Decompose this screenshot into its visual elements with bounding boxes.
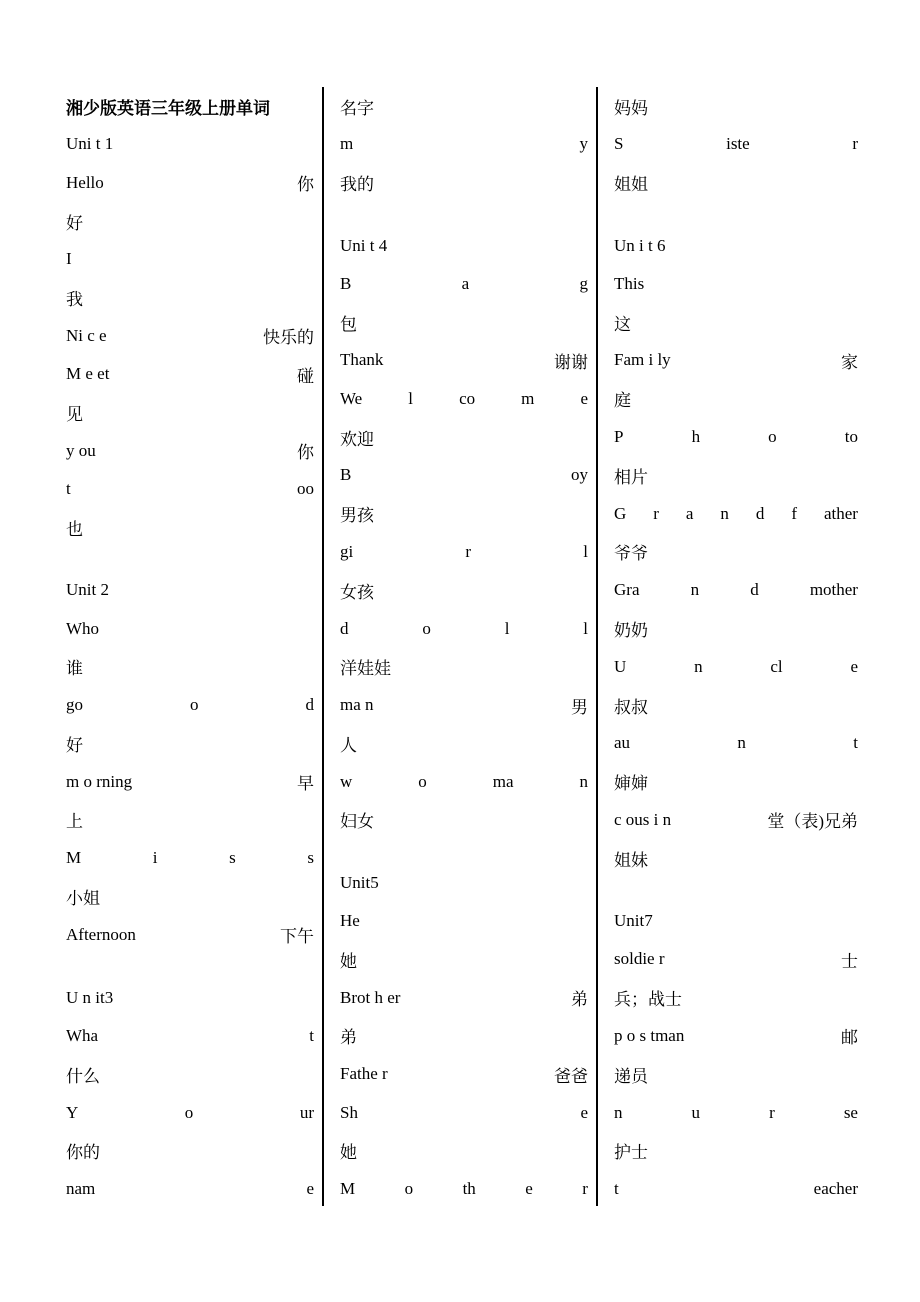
text-segment: 奶奶 — [614, 621, 648, 640]
text-segment: 小姐 — [66, 889, 100, 909]
text-segment: oo — [297, 479, 314, 499]
vocab-line — [614, 1093, 858, 1131]
text-segment: eacher — [813, 1179, 858, 1199]
text-segment: 姐姐 — [614, 175, 648, 195]
text-segment: 妇女 — [340, 812, 374, 832]
vocab-line — [614, 533, 858, 571]
text-segment: B — [340, 465, 352, 485]
text-segment: Unit 2 — [66, 580, 109, 600]
vocab-column-1 — [66, 87, 314, 1208]
text-segment: iste — [726, 134, 750, 154]
text-segment: B — [340, 273, 352, 293]
text-segment: a — [685, 503, 694, 523]
vocab-line — [340, 648, 588, 686]
text-segment: ma n — [340, 695, 374, 715]
vocab-line — [614, 801, 858, 839]
vocab-line — [66, 609, 314, 647]
text-segment: 叔叔 — [614, 697, 648, 717]
text-segment: 上 — [66, 812, 83, 832]
text-segment: Afternoon — [66, 924, 136, 944]
vocab-line — [614, 87, 858, 125]
vocab-line — [614, 839, 858, 877]
text-segment: Unit7 — [614, 911, 653, 931]
vocab-line — [340, 979, 588, 1017]
vocab-line — [614, 341, 858, 379]
text-segment: Fam i ly — [614, 350, 671, 370]
vocab-line — [340, 1017, 588, 1055]
text-segment: 我 — [66, 290, 83, 310]
text-segment: 下午 — [280, 927, 314, 947]
text-segment: r — [769, 1102, 775, 1122]
text-segment: r — [653, 503, 659, 523]
vocab-line — [614, 571, 858, 609]
vocab-line — [66, 724, 314, 762]
vocab-line — [614, 979, 858, 1017]
text-segment: 包 — [340, 314, 357, 334]
text-segment: U n it3 — [66, 987, 114, 1007]
vocab-line — [340, 1132, 588, 1170]
text-segment: ma — [492, 771, 514, 791]
vocab-line — [614, 648, 858, 686]
text-segment: 碰 — [297, 366, 314, 386]
vocab-line — [340, 902, 588, 940]
text-segment: au — [614, 733, 631, 753]
vocab-line — [340, 609, 588, 647]
text-segment: He — [340, 911, 360, 931]
vocab-line — [66, 1055, 314, 1093]
text-segment: M — [66, 848, 82, 868]
page-title — [66, 87, 314, 125]
text-segment: r — [582, 1179, 588, 1199]
text-segment: ur — [299, 1102, 314, 1122]
text-segment: M — [340, 1179, 356, 1199]
vocab-line — [614, 418, 858, 456]
text-segment: P — [614, 427, 624, 447]
text-segment: g — [579, 273, 588, 293]
vocab-line — [66, 839, 314, 877]
text-segment: 谢谢 — [554, 352, 588, 372]
text-segment: 什么 — [66, 1066, 100, 1086]
text-segment: th — [462, 1179, 476, 1199]
text-segment: l — [583, 541, 588, 561]
text-segment: 邮 — [841, 1028, 858, 1048]
text-segment: Gra — [614, 580, 640, 600]
text-segment: 士 — [841, 951, 858, 971]
text-segment: Un i t 6 — [614, 235, 666, 255]
vocab-line — [340, 1055, 588, 1093]
text-segment: m o rning — [66, 771, 133, 791]
text-segment: m — [521, 388, 535, 408]
vocab-line — [614, 380, 858, 418]
vocab-line — [340, 265, 588, 303]
text-segment: y — [579, 134, 588, 154]
column-divider — [596, 87, 598, 1206]
text-segment: e — [580, 1102, 588, 1122]
text-segment: 洋娃娃 — [340, 659, 391, 679]
vocab-line — [66, 686, 314, 724]
vocab-line — [614, 940, 858, 978]
text-segment: 好 — [66, 213, 83, 233]
vocab-line — [66, 1132, 314, 1170]
text-segment: 弟 — [571, 990, 588, 1010]
text-segment: co — [459, 388, 476, 408]
text-segment: 弟 — [340, 1028, 357, 1048]
text-segment: S — [614, 134, 624, 154]
vocab-line — [66, 164, 314, 202]
text-segment: Thank — [340, 350, 384, 370]
text-segment: r — [852, 134, 858, 154]
vocab-line — [614, 494, 858, 532]
text-segment: n — [720, 503, 729, 523]
text-segment: Hello — [66, 172, 104, 192]
text-segment: 名字 — [340, 98, 374, 118]
text-segment: Y — [66, 1102, 79, 1122]
text-segment: d — [750, 580, 759, 600]
text-segment: 湘少版英语三年级上册单词 — [66, 98, 270, 118]
text-segment: 快乐的 — [263, 328, 314, 348]
vocab-line — [614, 303, 858, 341]
text-segment: s — [307, 848, 314, 868]
text-segment: y ou — [66, 440, 96, 460]
vocab-line — [614, 902, 858, 940]
text-segment: U — [614, 656, 627, 676]
vocab-line — [340, 1093, 588, 1131]
text-segment: cl — [770, 656, 783, 676]
text-segment: o — [190, 695, 199, 715]
text-segment: Sh — [340, 1102, 358, 1122]
vocab-line — [614, 1170, 858, 1208]
vocab-line — [66, 801, 314, 839]
text-segment: 堂（表)兄弟 — [767, 812, 858, 832]
text-segment: 护士 — [614, 1143, 648, 1163]
text-segment: M e et — [66, 364, 110, 384]
text-segment: e — [850, 656, 858, 676]
text-segment: 我的 — [340, 175, 374, 195]
text-segment: 欢迎 — [340, 429, 374, 449]
text-segment: o — [404, 1179, 414, 1199]
text-segment: 庭 — [614, 391, 631, 411]
text-segment: d — [755, 503, 765, 523]
text-segment: m — [340, 134, 354, 154]
text-segment: a — [461, 273, 470, 293]
vocab-line — [340, 533, 588, 571]
vocab-line — [66, 278, 314, 316]
vocab-line — [66, 1017, 314, 1055]
text-segment: mother — [809, 580, 858, 600]
text-segment: p o s tman — [614, 1025, 685, 1045]
text-segment: I — [66, 249, 72, 269]
text-segment: oy — [571, 465, 588, 485]
text-segment: 她 — [340, 951, 357, 971]
text-segment: 你 — [297, 443, 314, 463]
vocab-line — [340, 303, 588, 341]
text-segment: o — [422, 618, 431, 638]
text-segment: e — [306, 1179, 314, 1199]
vocab-line — [340, 125, 588, 163]
text-segment: o — [184, 1102, 194, 1122]
vocab-line — [66, 355, 314, 393]
text-segment: se — [843, 1102, 858, 1122]
vocab-line — [340, 418, 588, 456]
blank-line — [340, 202, 588, 227]
text-segment: Unit5 — [340, 872, 379, 892]
vocab-column-3 — [614, 87, 858, 1208]
vocab-line — [340, 380, 588, 418]
text-segment: d — [305, 695, 314, 715]
vocab-line — [340, 864, 588, 902]
text-segment: 兵；战士 — [614, 990, 682, 1010]
text-segment: c ous i n — [614, 809, 672, 829]
blank-line — [340, 839, 588, 864]
text-segment: 她 — [340, 1143, 357, 1163]
text-segment: 爸爸 — [554, 1066, 588, 1086]
text-segment: h — [691, 427, 701, 447]
text-segment: t — [309, 1025, 314, 1045]
vocab-line — [340, 724, 588, 762]
text-segment: u — [691, 1102, 701, 1122]
vocab-line — [66, 979, 314, 1017]
text-segment: soldie r — [614, 949, 665, 969]
text-segment: This — [614, 273, 645, 293]
vocab-line — [66, 571, 314, 609]
blank-line — [66, 954, 314, 979]
text-segment: go — [66, 695, 83, 715]
vocab-line — [340, 494, 588, 532]
vocab-line — [66, 648, 314, 686]
text-segment: 递员 — [614, 1066, 648, 1086]
text-segment: i — [152, 848, 158, 868]
vocab-line — [66, 916, 314, 954]
vocab-line — [614, 1055, 858, 1093]
text-segment: 相片 — [614, 467, 648, 487]
text-segment: t — [614, 1179, 619, 1199]
text-segment: l — [504, 618, 510, 638]
column-divider — [322, 87, 324, 1206]
text-segment: t — [66, 479, 71, 499]
text-segment: n — [579, 771, 588, 791]
vocab-line — [66, 202, 314, 240]
text-segment: 家 — [841, 352, 858, 372]
text-segment: e — [580, 388, 588, 408]
vocab-line — [614, 125, 858, 163]
vocab-line — [66, 1093, 314, 1131]
text-segment: l — [408, 388, 414, 408]
text-segment: 也 — [66, 519, 83, 539]
vocab-line — [66, 1170, 314, 1208]
vocab-line — [614, 724, 858, 762]
text-segment: 爷爷 — [614, 544, 648, 564]
text-segment: d — [340, 618, 349, 638]
text-segment: Who — [66, 618, 100, 638]
text-segment: 早 — [297, 774, 314, 794]
vocab-line — [614, 1017, 858, 1055]
text-segment: n — [690, 580, 700, 600]
text-segment: 好 — [66, 735, 83, 755]
text-segment: Fathe r — [340, 1064, 388, 1084]
vocab-line — [340, 801, 588, 839]
vocab-line — [66, 317, 314, 355]
vocab-line — [614, 1132, 858, 1170]
vocab-line — [66, 432, 314, 470]
text-segment: n — [737, 733, 746, 753]
text-segment: o — [768, 427, 777, 447]
vocab-line — [614, 763, 858, 801]
text-segment: Ni c e — [66, 325, 107, 345]
vocab-line — [340, 226, 588, 264]
text-segment: 你 — [297, 175, 314, 195]
text-segment: o — [418, 771, 427, 791]
text-segment: Uni t 4 — [340, 235, 388, 255]
text-segment: e — [525, 1179, 533, 1199]
text-segment: ather — [823, 503, 858, 523]
vocab-line — [340, 940, 588, 978]
vocab-line — [66, 125, 314, 163]
text-segment: 女孩 — [340, 582, 374, 602]
text-segment: Brot h er — [340, 987, 401, 1007]
vocab-line — [66, 393, 314, 431]
vocab-line — [340, 164, 588, 202]
vocab-line — [340, 87, 588, 125]
blank-line — [614, 877, 858, 902]
text-segment: n — [694, 656, 703, 676]
vocab-line — [340, 1170, 588, 1208]
text-segment: 男孩 — [340, 506, 374, 526]
vocab-line — [340, 456, 588, 494]
text-segment: 见 — [66, 405, 83, 425]
vocab-line — [340, 763, 588, 801]
text-segment: 姐妹 — [614, 850, 648, 870]
vocab-line — [614, 609, 858, 647]
text-segment: w — [340, 771, 353, 791]
text-segment: G — [614, 503, 627, 523]
vocab-line — [66, 763, 314, 801]
text-segment: s — [229, 848, 236, 868]
text-segment: 妈妈 — [614, 98, 648, 118]
text-segment: 人 — [340, 735, 357, 755]
text-segment: 这 — [614, 314, 631, 334]
text-segment: f — [791, 503, 798, 523]
vocab-line — [66, 470, 314, 508]
vocab-line — [340, 571, 588, 609]
text-segment: gi — [340, 541, 354, 561]
vocab-line — [614, 226, 858, 264]
text-segment: t — [853, 733, 858, 753]
blank-line — [614, 202, 858, 227]
text-segment: 男 — [571, 697, 588, 717]
vocab-line — [340, 686, 588, 724]
vocab-line — [614, 686, 858, 724]
vocab-line — [66, 508, 314, 546]
text-segment: 谁 — [66, 659, 83, 679]
vocab-line — [614, 456, 858, 494]
text-segment: We — [340, 388, 363, 408]
text-segment: l — [583, 618, 588, 638]
text-segment: r — [465, 541, 472, 561]
vocab-line — [66, 877, 314, 915]
vocab-line — [614, 265, 858, 303]
text-segment: n — [614, 1102, 623, 1122]
text-segment: 婶婶 — [614, 774, 648, 794]
vocab-line — [66, 240, 314, 278]
vocab-line — [340, 341, 588, 379]
text-segment: 你的 — [66, 1143, 100, 1163]
blank-line — [66, 547, 314, 572]
text-segment: Wha — [66, 1025, 99, 1045]
vocab-line — [614, 164, 858, 202]
vocab-column-2 — [340, 87, 588, 1208]
text-segment: to — [844, 427, 858, 447]
text-segment: nam — [66, 1179, 96, 1199]
text-segment: Uni t 1 — [66, 134, 114, 154]
